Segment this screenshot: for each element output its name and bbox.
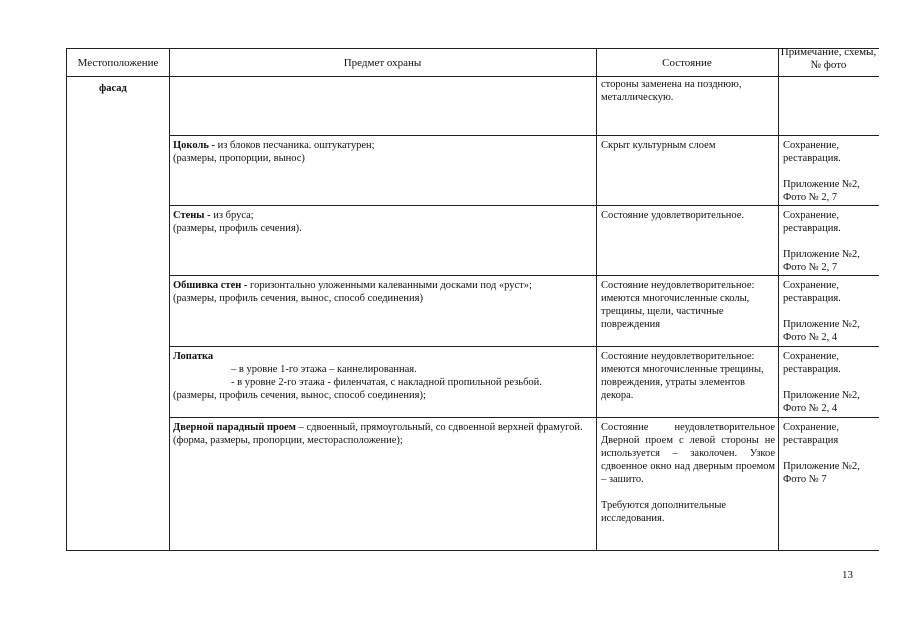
row-divider — [169, 417, 879, 418]
page-number: 13 — [842, 569, 853, 581]
row-divider — [169, 205, 879, 206]
header-bottom-border — [67, 76, 879, 77]
protection-table — [66, 48, 879, 551]
note-action: Сохранение, реставрация. — [783, 210, 841, 234]
note-cell — [783, 209, 877, 274]
row-divider — [169, 135, 879, 136]
note-ref: Приложение №2, Фото № 2, 7 — [783, 249, 860, 273]
state-cell: стороны заменена на позднюю, металлическую. — [601, 79, 742, 103]
state-cell: Скрыт культурным слоем — [601, 140, 716, 151]
state-cell: Состояние неудовлетворительное: имеются многочисленные трещины, повреждения, утраты элементов декора. — [601, 351, 764, 401]
note-ref: Приложение №2, Фото № 2, 4 — [783, 390, 860, 414]
state-cell — [601, 421, 775, 525]
table-border-top — [67, 48, 879, 49]
note-cell — [783, 421, 877, 486]
column-divider — [169, 48, 170, 551]
note-action: Сохранение, реставрация. — [783, 351, 841, 375]
location-cell: фасад — [99, 83, 127, 94]
state-cell: Состояние неудовлетворительное: имеются многочисленные сколы, трещины, щели, частичные повреждения — [601, 280, 755, 330]
state-cell: Состояние удовлетворительное. — [601, 210, 745, 221]
row-divider — [169, 346, 879, 347]
column-divider — [778, 48, 779, 551]
subject-cell: Дверной парадный проем – сдвоенный, прямоугольный, со сдвоенной верхней фрамугой. (форма, размеры, пропорции, месторасположение); — [173, 422, 583, 446]
header-location: Местоположение — [77, 57, 159, 69]
subject-cell: Стены - из бруса; (размеры, профиль сечения). — [173, 210, 302, 234]
header-note: Примечание, схемы, № фото — [780, 46, 877, 71]
note-action: Сохранение, реставрация. — [783, 280, 841, 304]
state-extra: Требуются дополнительные исследования. — [601, 500, 727, 524]
note-cell — [783, 139, 877, 204]
note-ref: Приложение №2, Фото № 2, 4 — [783, 319, 860, 343]
note-action: Сохранение, реставрация. — [783, 140, 841, 164]
note-cell — [783, 279, 877, 344]
header-state: Состояние — [662, 57, 712, 69]
note-ref: Приложение №2, Фото № 2, 7 — [783, 179, 860, 203]
note-cell — [783, 350, 877, 415]
subject-cell: Обшивка стен - горизонтально уложенными калеванными досками под «руст»; (размеры, профиль сечения, вынос, способ соединения) — [173, 280, 532, 304]
note-ref: Приложение №2, Фото № 7 — [783, 461, 860, 485]
header-subject: Предмет охраны — [343, 57, 422, 69]
subject-cell: Цоколь - из блоков песчаника. оштукатурен; (размеры, пропорции, вынос) — [173, 140, 375, 164]
column-divider — [596, 48, 597, 551]
table-border-bottom — [67, 550, 879, 551]
row-divider — [169, 275, 879, 276]
subject-cell: Лопатка – в уровне 1-го этажа – каннелированная. - в уровне 2-го этажа - филенчатая, с накладной пропильной резьбой. (размеры, профиль сечения, вынос, способ соединения); — [173, 351, 542, 401]
state-text: Состояние неудовлетворительное Дверной проем с левой стороны не используется – заколочен. Узкое сдвоенное окно над дверным проемом – зашито. — [601, 422, 775, 485]
note-action: Сохранение, реставрация — [783, 422, 839, 446]
